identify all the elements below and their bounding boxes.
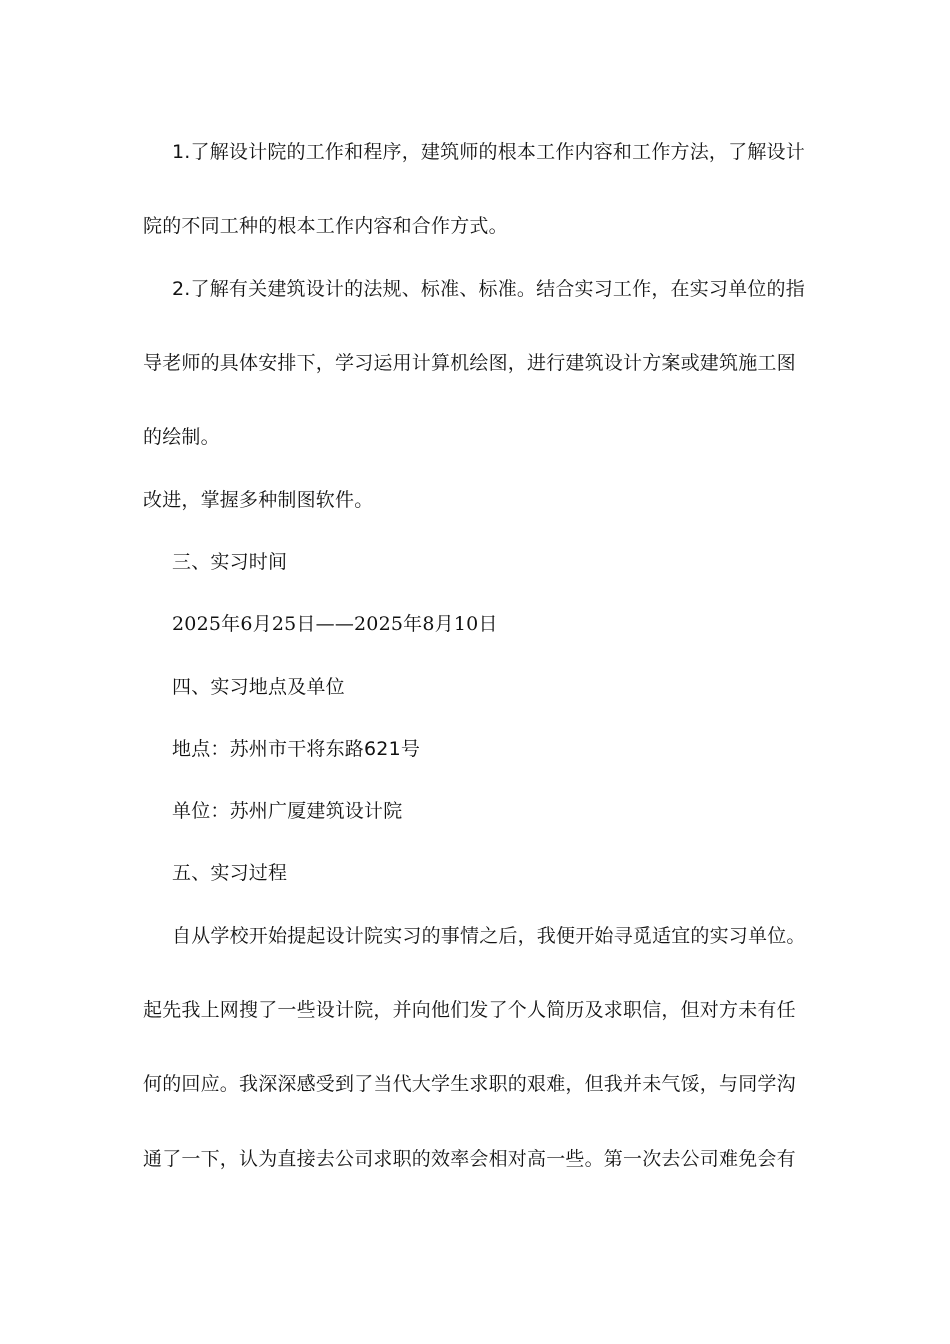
paragraph-4-line-1: 自从学校开始提起设计院实习的事情之后，我便开始寻觅适宜的实习单位。 (172, 925, 806, 947)
internship-dates: 2025年6月25日——2025年8月10日 (172, 613, 498, 635)
paragraph-4-line-4: 通了一下，认为直接去公司求职的效率会相对高一些。第一次去公司难免会有 (143, 1148, 796, 1170)
paragraph-3: 改进，掌握多种制图软件。 (143, 489, 374, 511)
section-heading-time: 三、实习时间 (172, 551, 288, 573)
paragraph-4-line-2: 起先我上网搜了一些设计院，并向他们发了个人简历及求职信，但对方未有任 (143, 999, 796, 1021)
paragraph-2-line-1: 2.了解有关建筑设计的法规、标准、标准。结合实习工作，在实习单位的指 (172, 278, 805, 300)
section-heading-location: 四、实习地点及单位 (172, 676, 345, 698)
internship-address: 地点：苏州市干将东路621号 (172, 738, 421, 760)
section-heading-process: 五、实习过程 (172, 862, 288, 884)
internship-unit: 单位：苏州广厦建筑设计院 (172, 800, 403, 822)
paragraph-1-line-1: 1.了解设计院的工作和程序，建筑师的根本工作内容和工作方法，了解设计 (172, 141, 805, 163)
paragraph-2-line-3: 的绘制。 (143, 426, 220, 448)
paragraph-1-line-2: 院的不同工种的根本工作内容和合作方式。 (143, 215, 508, 237)
paragraph-2-line-2: 导老师的具体安排下，学习运用计算机绘图，进行建筑设计方案或建筑施工图 (143, 352, 796, 374)
paragraph-4-line-3: 何的回应。我深深感受到了当代大学生求职的艰难，但我并未气馁，与同学沟 (143, 1073, 796, 1095)
